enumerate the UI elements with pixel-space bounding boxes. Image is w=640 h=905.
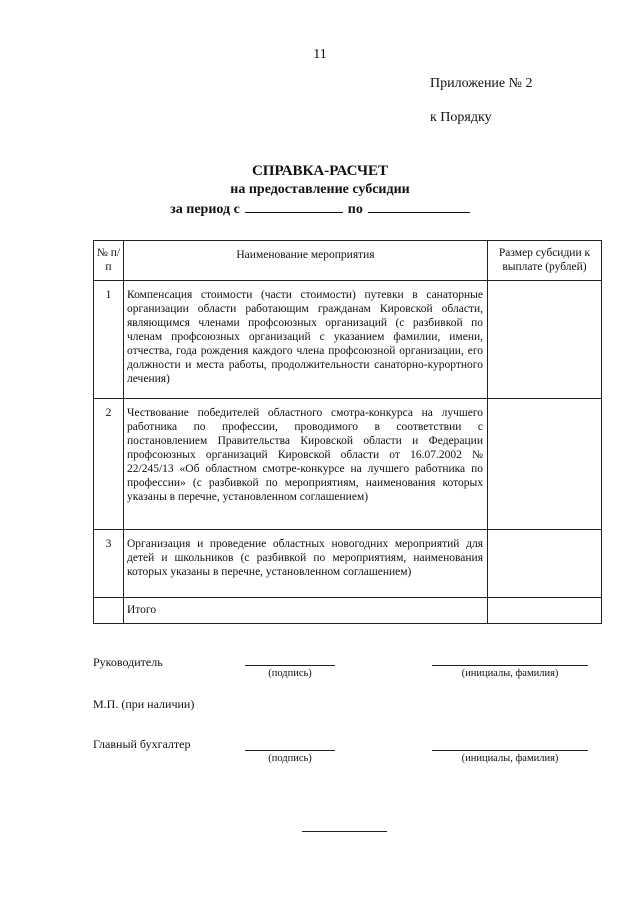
- row-amount[interactable]: [488, 281, 602, 399]
- table-row: [94, 530, 602, 598]
- accountant-signature-hint: (подпись): [268, 753, 312, 764]
- stamp-label: М.П. (при наличии): [93, 697, 195, 711]
- table-row: [94, 281, 602, 399]
- head-label: Руководитель: [93, 655, 163, 669]
- accountant-name-line[interactable]: [432, 750, 588, 751]
- accountant-name-hint: (инициалы, фамилия): [461, 753, 559, 764]
- period-line: [0, 200, 640, 218]
- total-amount[interactable]: [488, 598, 602, 624]
- accountant-label: Главный бухгалтер: [93, 737, 191, 751]
- table-row: [94, 399, 602, 530]
- document-subtitle: на предоставление субсидии: [230, 182, 410, 197]
- header-number: № п/п: [94, 241, 124, 281]
- period-to-label: по: [347, 202, 363, 217]
- document-title: СПРАВКА-РАСЧЕТ: [251, 163, 389, 179]
- header-name: Наименование мероприятия: [124, 241, 488, 281]
- header-amount: Размер субсидии к выплате (рублей): [488, 241, 602, 281]
- row-number: 1: [94, 281, 124, 399]
- head-signature-line[interactable]: [245, 665, 335, 666]
- head-name-line[interactable]: [432, 665, 588, 666]
- row-number: 3: [94, 530, 124, 598]
- period-to-blank[interactable]: [368, 200, 470, 213]
- head-name-hint: (инициалы, фамилия): [461, 668, 559, 679]
- row-name: Чествование победителей областного смотра-конкурса на лучшего работника по профессии, проводимого в соответствии с постановлением Правительства Кировской области и Федерации профсоюзных организаций Кировской области от 16.07.2002 № 22/245/13 «Об областном смотре-конкурсе на лучшего работника по профессии» (с разбивкой по мероприятиям, наименования которых указаны в перечне, установленном соглашением): [124, 399, 488, 530]
- total-row: [94, 598, 602, 624]
- page-number: 11: [313, 47, 327, 62]
- row-name: Компенсация стоимости (части стоимости) путевки в санаторные организации области работающим гражданам Кировской области, являющимся членами профсоюзных организаций (с разбивкой по членам профсоюзных организаций с указанием фамилии, имени, отчества, года рождения каждого члена профсоюзной организации, его должности и места работы, продолжительности санаторно-курортного лечения): [124, 281, 488, 399]
- row-name: Организация и проведение областных новогодних мероприятий для детей и школьников (с разбивкой по мероприятиям, наименования которых указаны в перечне, установленном соглашением): [124, 530, 488, 598]
- row-number: 2: [94, 399, 124, 530]
- calculation-table: [93, 240, 602, 624]
- period-from-blank[interactable]: [245, 200, 343, 213]
- period-from-label: за период с: [170, 202, 240, 217]
- appendix-label: Приложение № 2: [430, 76, 533, 91]
- row-amount[interactable]: [488, 399, 602, 530]
- appendix-reference: к Порядку: [430, 110, 492, 125]
- row-amount[interactable]: [488, 530, 602, 598]
- total-label: Итого: [124, 598, 488, 624]
- total-number: [94, 598, 124, 624]
- table-header-row: [94, 241, 602, 281]
- accountant-signature-line[interactable]: [245, 750, 335, 751]
- head-signature-hint: (подпись): [268, 668, 312, 679]
- end-rule-divider: [302, 831, 387, 832]
